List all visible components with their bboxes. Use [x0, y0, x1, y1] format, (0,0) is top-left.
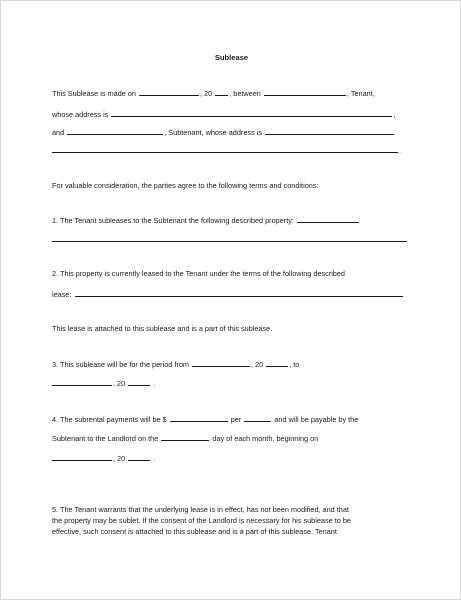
- per-text: per: [230, 415, 242, 424]
- day-blank[interactable]: [161, 433, 209, 441]
- date-blank[interactable]: [139, 88, 199, 96]
- clause-3-comma-20: , 20: [250, 360, 264, 369]
- clause-3-comma-20-b: , 20: [113, 379, 126, 388]
- subtenant-address-blank-2[interactable]: [52, 145, 398, 153]
- property-blank-2[interactable]: [52, 241, 407, 242]
- whose-address-text: whose address is: [52, 110, 109, 119]
- lease-label: lease:: [52, 290, 72, 299]
- clause-5-line-2: the property may be sublet. If the consent of the Landlord is necessary for his sublease to be: [52, 516, 351, 525]
- tenant-name-blank[interactable]: [264, 88, 346, 96]
- comma-text: ,: [393, 110, 396, 119]
- start-year-blank[interactable]: [266, 359, 288, 367]
- clause-2-text: 2. This property is currently leased to the Tenant under the terms of the following described: [52, 269, 345, 278]
- made-on-text: This Sublease is made on: [52, 89, 136, 98]
- clause-3-line-1: [52, 359, 299, 369]
- to-text: , to: [289, 360, 300, 369]
- clause-4-text-b: Subtenant to the Landlord on the: [52, 434, 159, 443]
- document-title: Sublease: [214, 53, 249, 62]
- lease-blank[interactable]: [75, 289, 403, 297]
- property-blank[interactable]: [297, 215, 359, 223]
- clause-1-line: [52, 215, 360, 225]
- clause-3-text: 3. This sublease will be for the period from: [52, 360, 189, 369]
- attached-text: This lease is attached to this sublease and is a part of this sublease.: [52, 324, 273, 333]
- end-date-blank[interactable]: [52, 378, 112, 386]
- subtenant-text: , Subtenant, whose address is: [164, 128, 262, 137]
- payable-text: and will be payable by the: [274, 415, 359, 424]
- day-of-text: day of each month, beginning on: [212, 434, 319, 443]
- clause-4-comma-20: , 20: [113, 454, 126, 463]
- clause-5-line-3: effective, such consent is attached to this sublease and is a part of this sublease. Tenant: [52, 527, 337, 536]
- intro-line-2: [52, 109, 395, 119]
- clause-4-text-a: 4. The subrental payments will be $: [52, 415, 167, 424]
- clause-5-line-1: 5. The Tenant warrants that the underlying lease is in effect, has not been modified, and that: [52, 505, 349, 514]
- begin-date-blank[interactable]: [52, 453, 112, 461]
- clause-3-period: .: [153, 379, 156, 388]
- between-text: , between: [229, 89, 261, 98]
- comma-20-text: , 20: [200, 89, 213, 98]
- clause-4-line-3: [52, 453, 155, 463]
- tenant-address-blank[interactable]: [111, 109, 392, 117]
- clause-2-lease-line: [52, 289, 404, 299]
- amount-blank[interactable]: [170, 414, 228, 422]
- per-period-blank[interactable]: [244, 414, 271, 422]
- subtenant-name-blank[interactable]: [67, 127, 163, 135]
- period-text: .: [399, 146, 402, 155]
- intro-line-3: [52, 127, 395, 137]
- clause-1-text: 1. The Tenant subleases to the Subtenant the following described property:: [52, 216, 294, 225]
- year-blank[interactable]: [215, 88, 228, 96]
- end-year-blank[interactable]: [128, 378, 150, 386]
- intro-line-4: [52, 145, 401, 155]
- clause-4-line-1: [52, 414, 358, 424]
- consideration-text: For valuable consideration, the parties agree to the following terms and conditions:: [52, 181, 319, 190]
- and-text: and: [52, 128, 65, 137]
- subtenant-address-blank[interactable]: [265, 127, 394, 135]
- intro-line-1: [52, 88, 375, 98]
- clause-4-period: .: [153, 454, 156, 463]
- begin-year-blank[interactable]: [128, 453, 150, 461]
- start-date-blank[interactable]: [192, 359, 250, 367]
- clause-3-line-2: [52, 378, 155, 388]
- tenant-text: , Tenant,: [346, 89, 375, 98]
- clause-4-line-2: [52, 433, 318, 443]
